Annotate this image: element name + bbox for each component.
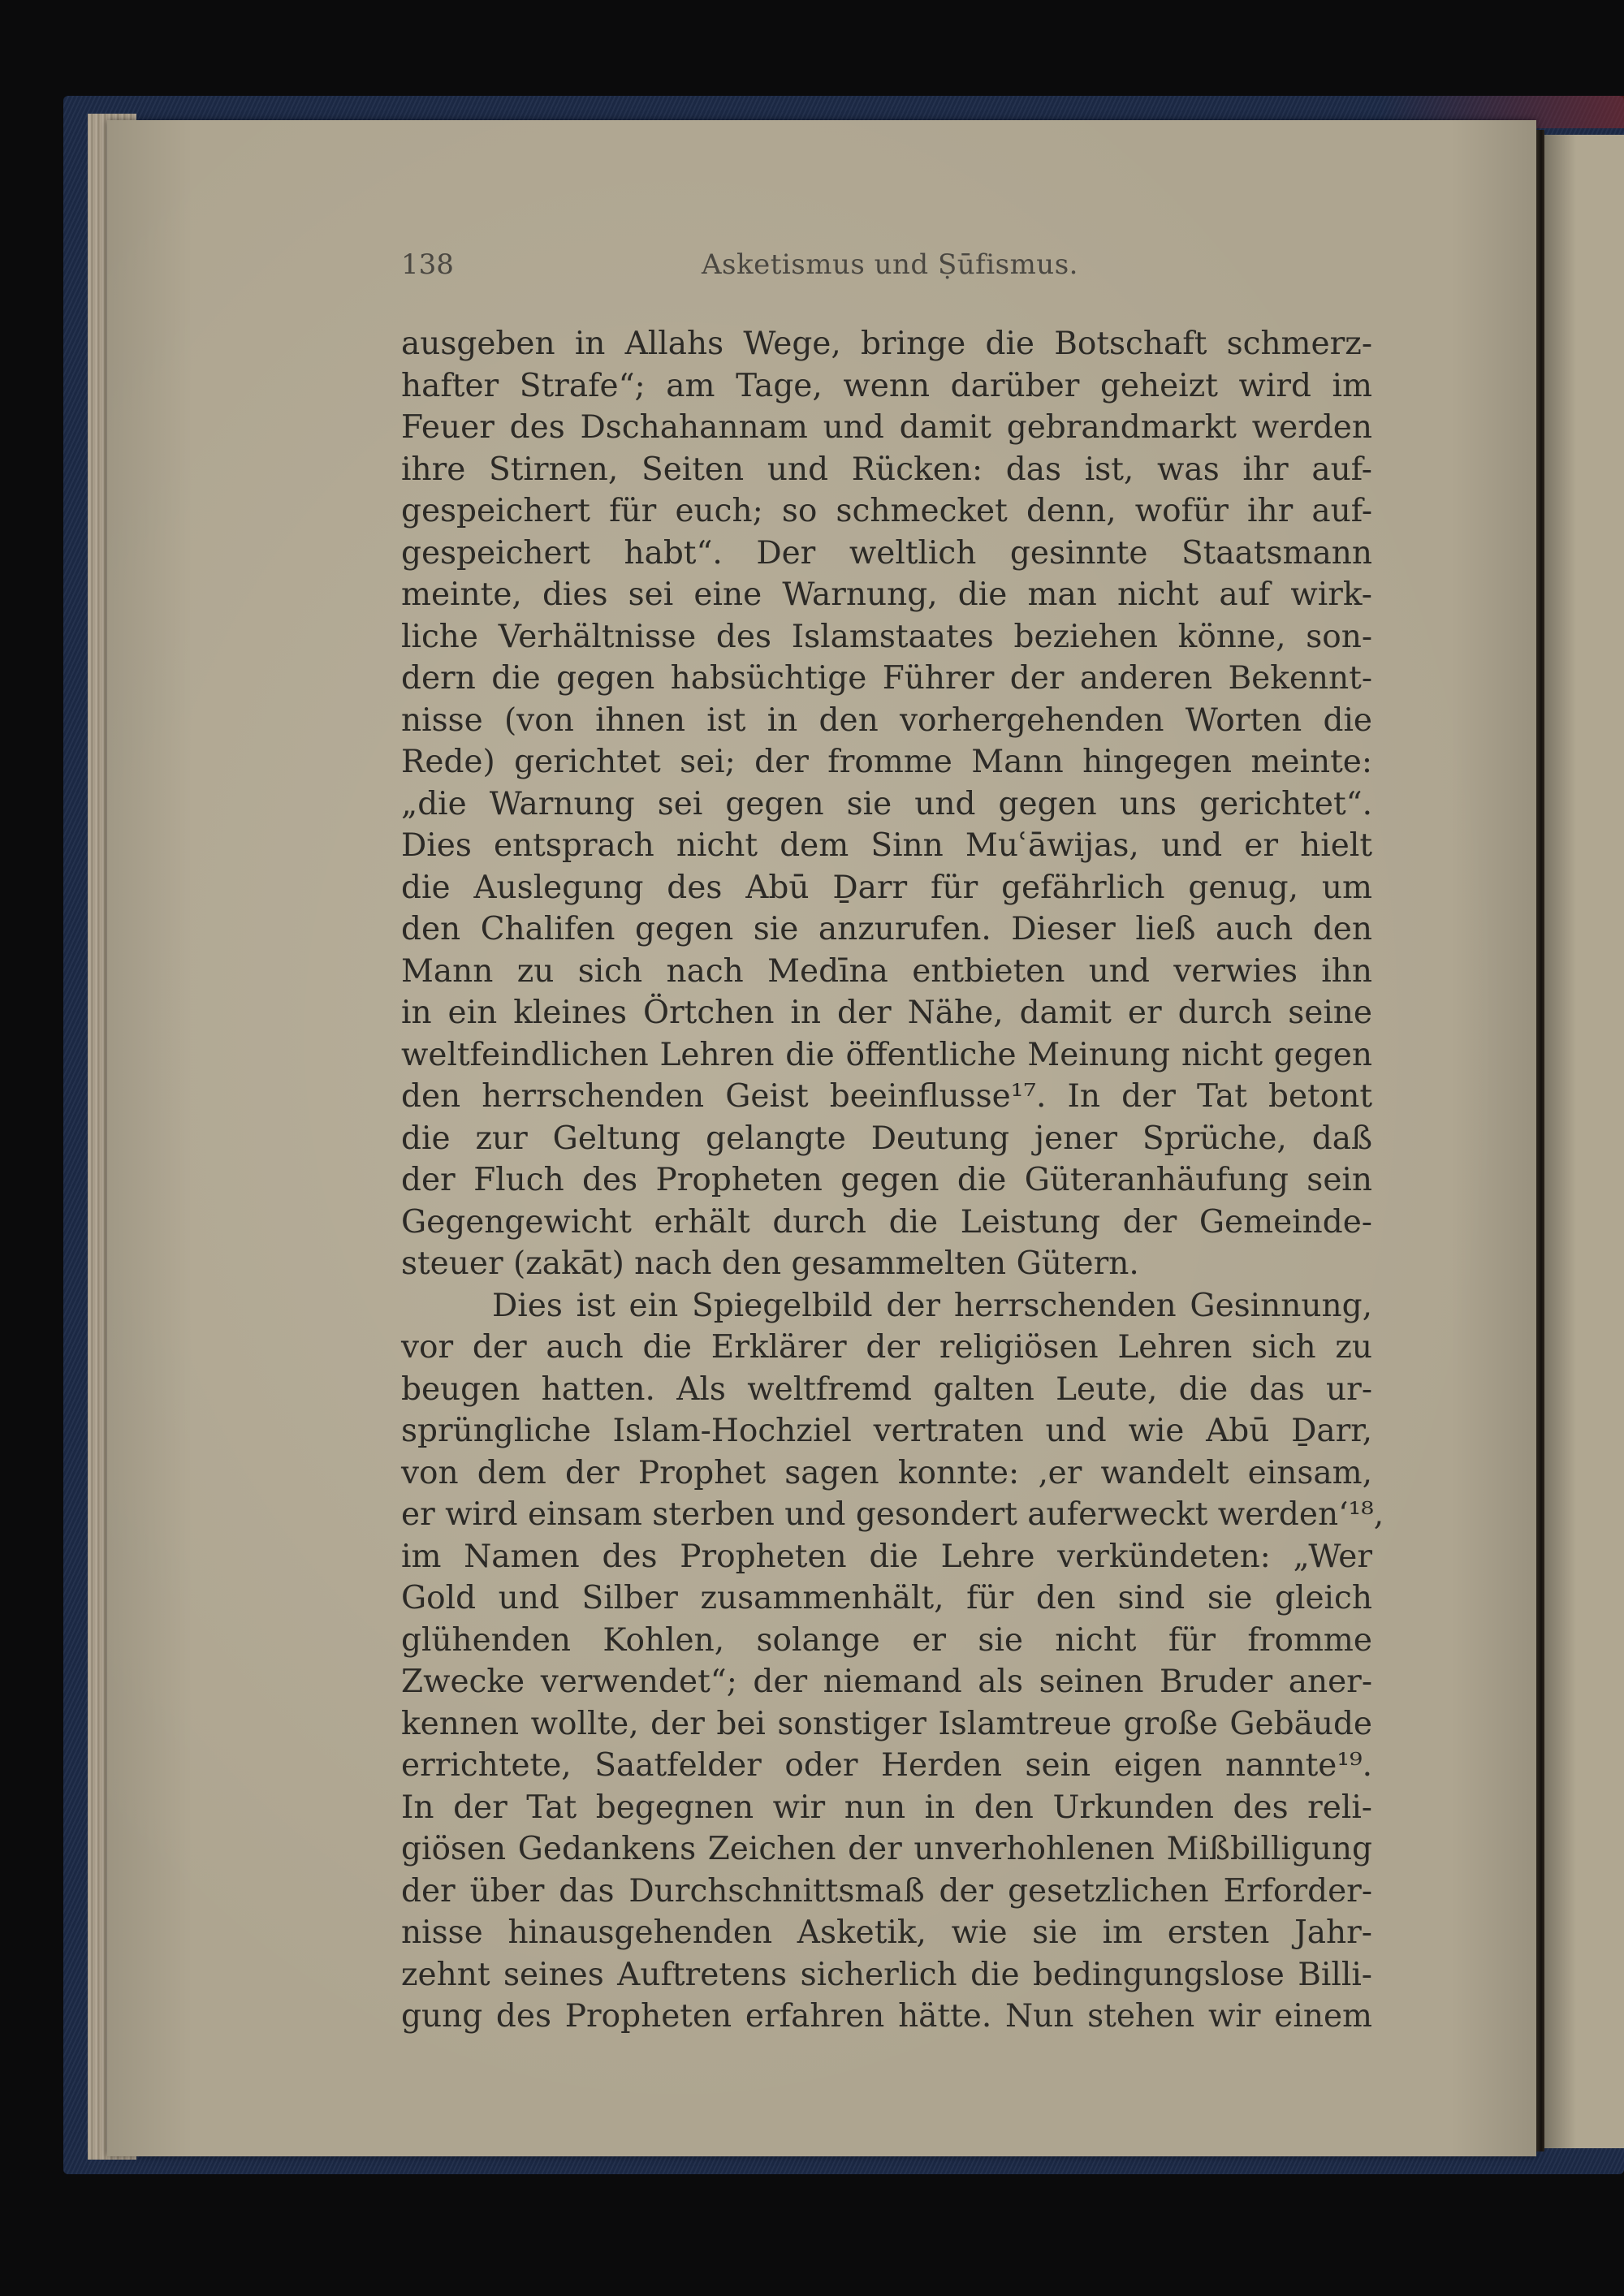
text-line: Mann zu sich nach Medīna entbieten und verwies ihn — [401, 952, 1372, 990]
text-line: Feuer des Dschahannam und damit gebrandmarkt werden — [401, 409, 1372, 446]
text-line: nisse hinausgehenden Asketik, wie sie im ersten Jahr- — [401, 1914, 1372, 1951]
text-line: Gegengewicht erhält durch die Leistung der Gemeinde- — [401, 1203, 1372, 1241]
text-line: zehnt seines Auftretens sicherlich die bedingungslose Billi- — [401, 1956, 1372, 1993]
paragraph-first-line: Dies ist ein Spiegelbild der herrschenden Gesinnung, — [492, 1287, 1372, 1324]
text-line: weltfeindlichen Lehren die öffentliche Meinung nicht gegen — [401, 1036, 1372, 1073]
text-line: er wird einsam sterben und gesondert auferweckt werden‘¹⁸, — [401, 1496, 1384, 1533]
text-line: kennen wollte, der bei sonstiger Islamtreue große Gebäude — [401, 1705, 1372, 1742]
text-line: sprüngliche Islam-Hochziel vertraten und wie Abū Ḏarr, — [401, 1413, 1372, 1449]
text-line: im Namen des Propheten die Lehre verkündeten: „Wer — [401, 1538, 1372, 1575]
text-line: den Chalifen gegen sie anzurufen. Dieser ließ auch den — [401, 911, 1372, 947]
facing-page — [1544, 135, 1624, 2148]
text-line: beugen hatten. Als weltfremd galten Leute, die das ur- — [401, 1370, 1372, 1408]
text-line: meinte, dies sei eine Warnung, die man nicht auf wirk- — [401, 576, 1372, 613]
text-line: der über das Durchschnittsmaß der gesetzlichen Erforder- — [401, 1872, 1372, 1910]
running-title: Asketismus und Ṣūfismus. — [702, 248, 1078, 281]
text-line: glühenden Kohlen, solange er sie nicht für fromme — [401, 1621, 1372, 1659]
text-line: „die Warnung sei gegen sie und gegen uns gerichtet“. — [401, 785, 1372, 822]
text-line: Dies entsprach nicht dem Sinn Muʿāwijas, und er hielt — [401, 827, 1372, 864]
text-line: in ein kleines Örtchen in der Nähe, damit er durch seine — [401, 995, 1372, 1031]
text-line: Rede) gerichtet sei; der fromme Mann hingegen meinte: — [401, 744, 1372, 780]
text-line: dern die gegen habsüchtige Führer der anderen Bekennt- — [401, 660, 1372, 697]
text-line: von dem der Prophet sagen konnte: ‚er wandelt einsam, — [401, 1454, 1372, 1491]
text-line: nisse (von ihnen ist in den vorhergehenden Worten die — [401, 701, 1372, 739]
book-gutter — [1536, 130, 1544, 2151]
text-line: gung des Propheten erfahren hätte. Nun stehen wir einem — [401, 1998, 1372, 2035]
text-line: ausgeben in Allahs Wege, bringe die Botschaft schmerz- — [401, 326, 1372, 362]
text-line: den herrschenden Geist beeinflusse¹⁷. In der Tat betont — [401, 1078, 1372, 1115]
text-line: die Auslegung des Abū Ḏarr für gefährlich genug, um — [401, 869, 1372, 906]
page-number: 138 — [401, 248, 454, 281]
text-line: giösen Gedankens Zeichen der unverhohlenen Mißbilligung — [401, 1831, 1372, 1867]
text-line: gespeichert für euch; so schmecket denn, wofür ihr auf- — [401, 493, 1372, 529]
text-line: In der Tat begegnen wir nun in den Urkunden des reli- — [401, 1789, 1372, 1826]
body-text — [401, 323, 1384, 2038]
text-line: errichtete, Saatfelder oder Herden sein eigen nannte¹⁹. — [401, 1747, 1372, 1784]
text-line: liche Verhältnisse des Islamstaates beziehen könne, son- — [401, 618, 1372, 655]
text-line: gespeichert habt“. Der weltlich gesinnte Staatsmann — [401, 534, 1372, 572]
text-line: hafter Strafe“; am Tage, wenn darüber geheizt wird im — [401, 367, 1372, 404]
text-line: Gold und Silber zusammenhält, für den sind sie gleich — [401, 1580, 1372, 1616]
paragraph-last-line: steuer (zakāt) nach den gesammelten Gütern. — [401, 1245, 1139, 1282]
text-line: die zur Geltung gelangte Deutung jener Sprüche, daß — [401, 1120, 1372, 1157]
text-line: Zwecke verwendet“; der niemand als seinen Bruder aner- — [401, 1664, 1372, 1700]
text-line: ihre Stirnen, Seiten und Rücken: das ist, was ihr auf- — [401, 451, 1372, 488]
running-head — [401, 248, 1376, 289]
text-line: vor der auch die Erklärer der religiösen Lehren sich zu — [401, 1329, 1372, 1366]
text-line: der Fluch des Propheten gegen die Güteranhäufung sein — [401, 1162, 1372, 1198]
